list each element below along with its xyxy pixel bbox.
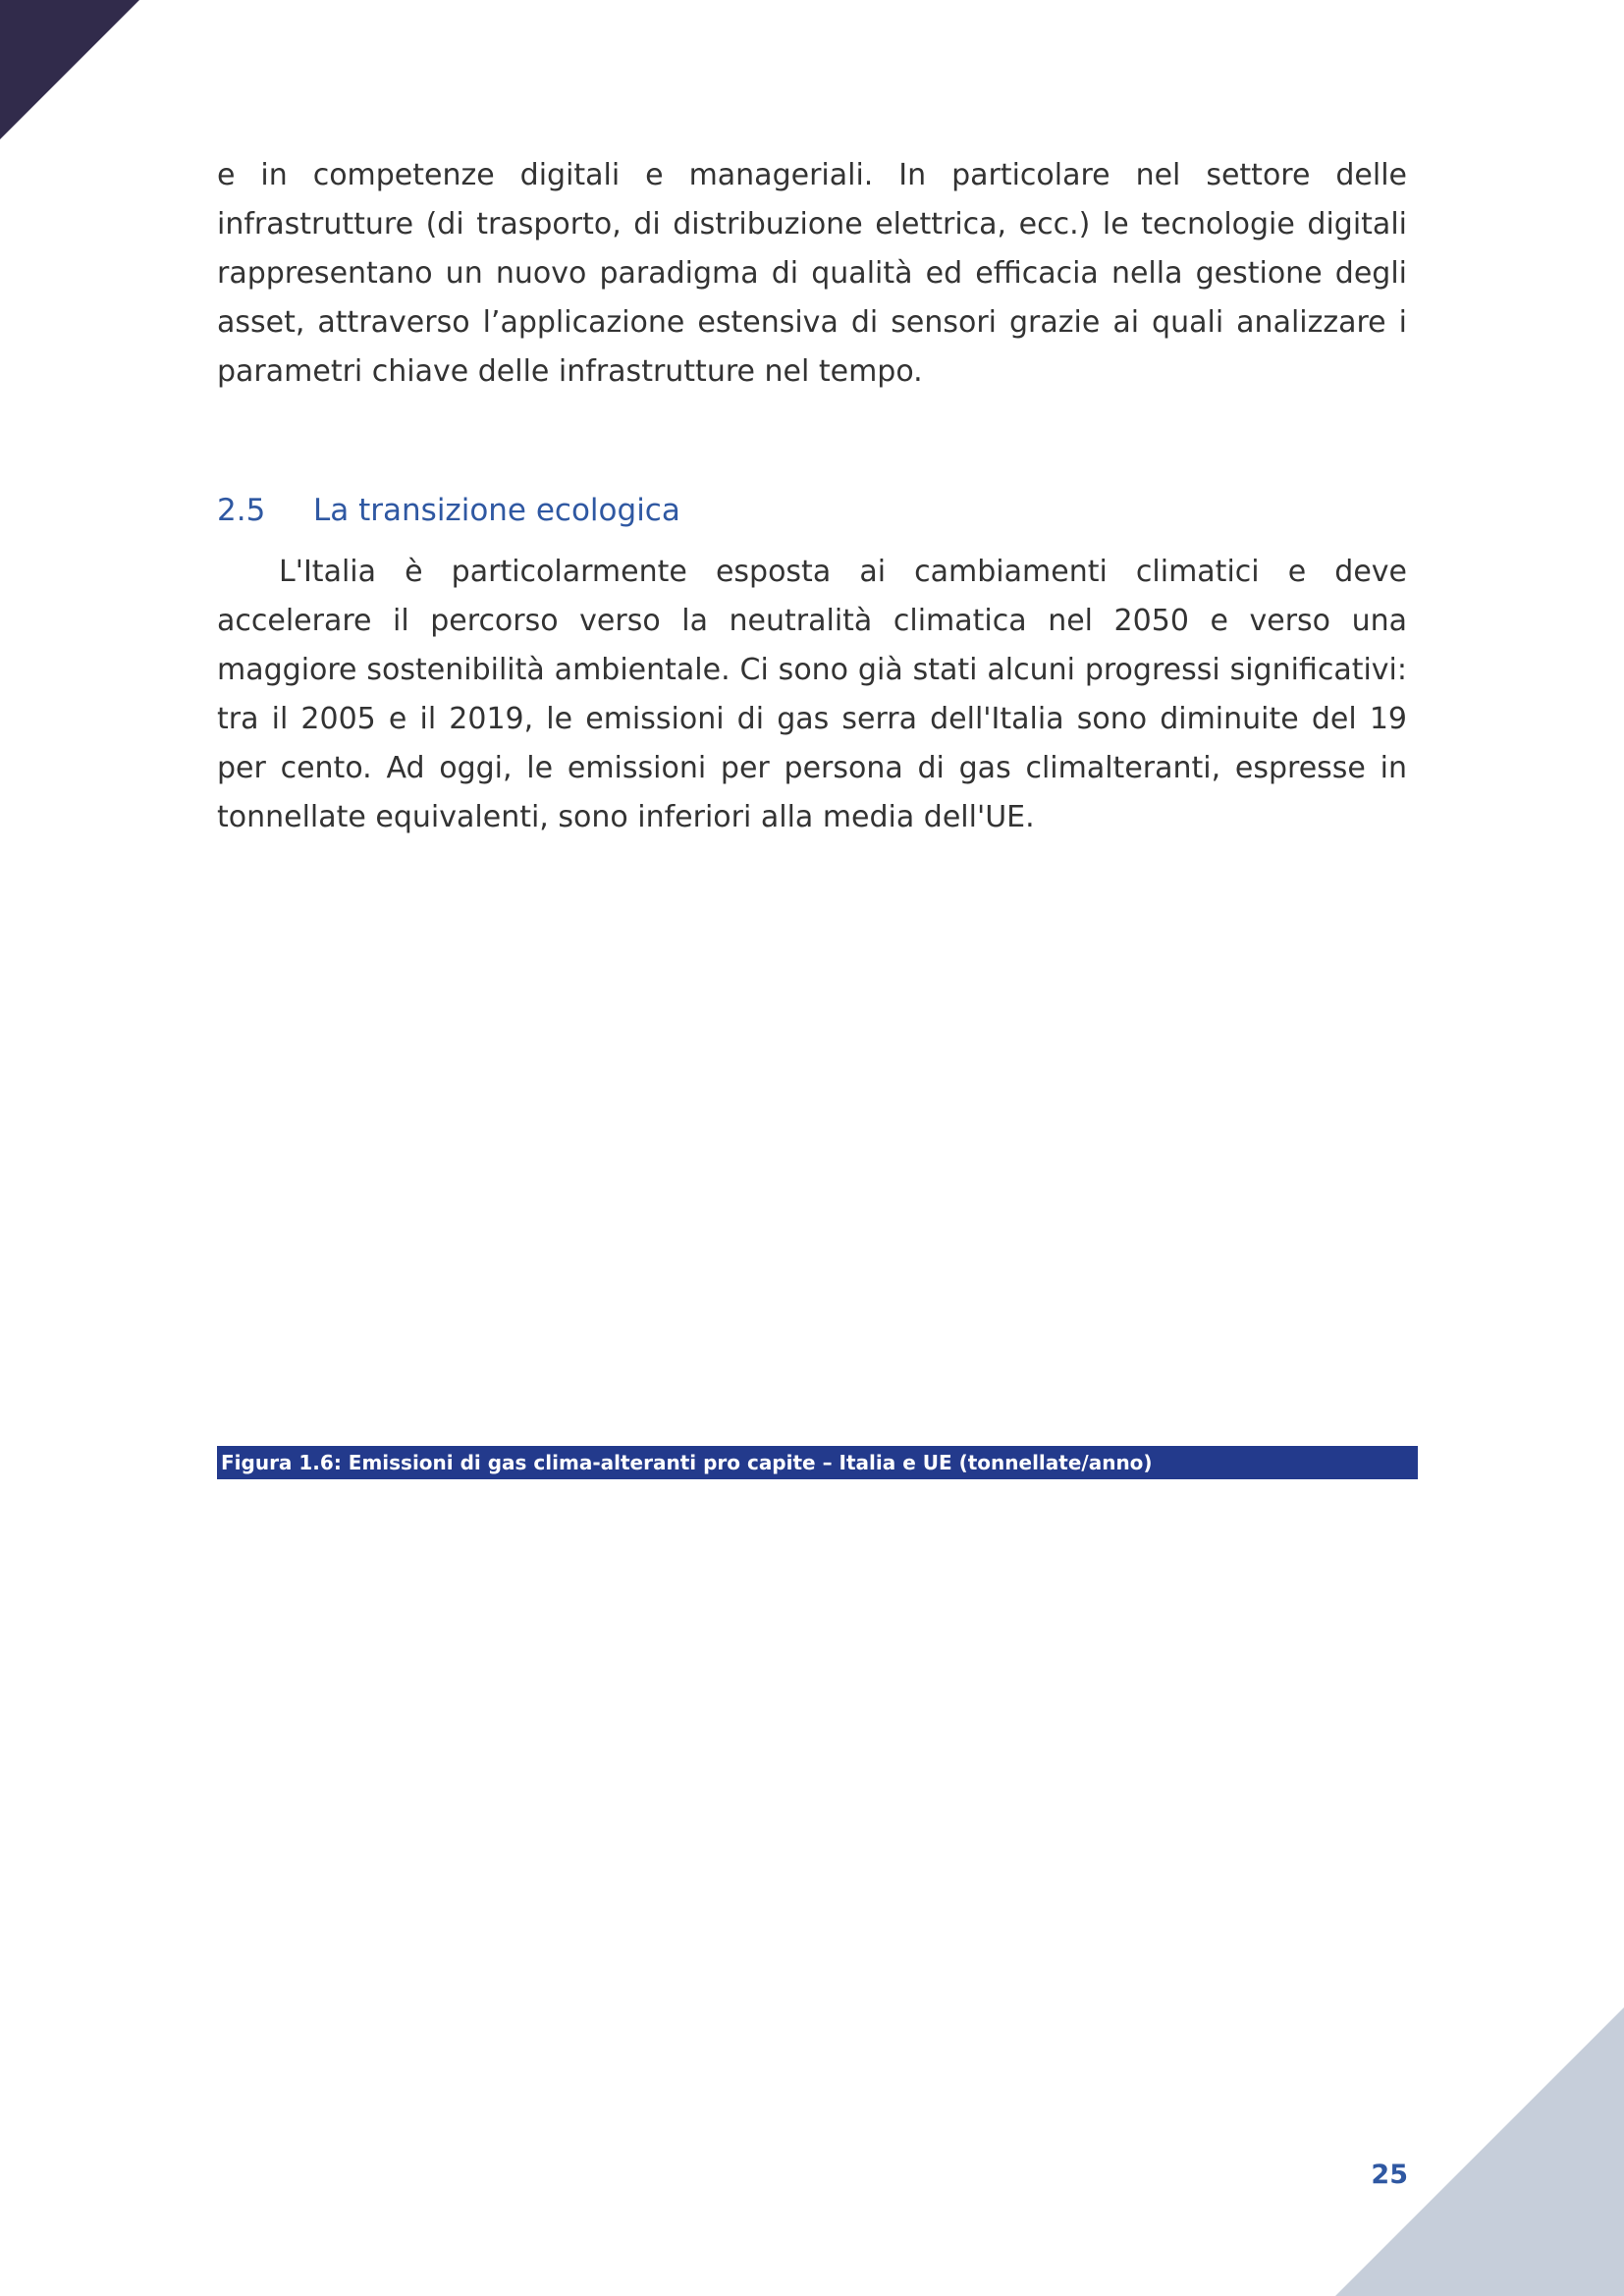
bottom-right-corner-decoration: [1335, 2007, 1624, 2296]
page-number: 25: [1371, 2160, 1408, 2190]
body-paragraph-1: e in competenze digitali e manageriali. In particolare nel settore delle infrastrutture (di trasporto, di distribuzione elettrica, ecc.) le tecnologie digitali rappresentano un nuovo paradigma di qualità ed efficacia nella gestione degli asset, attraverso l’applicazione estensiva di sensori grazie ai quali analizzare i parametri chiave delle infrastrutture nel tempo.: [217, 158, 1407, 389]
top-left-corner-decoration: [0, 0, 139, 139]
figure-caption-bar: [217, 1446, 1418, 1479]
section-heading: [217, 491, 1407, 530]
page-content: [217, 151, 1407, 842]
section-title: La transizione ecologica: [313, 493, 680, 528]
figure-caption: Figura 1.6: Emissioni di gas clima-alteranti pro capite – Italia e UE (tonnellate/anno): [221, 1451, 1153, 1474]
section-paragraph: L'Italia è particolarmente esposta ai cambiamenti climatici e deve accelerare il percorso verso la neutralità climatica nel 2050 e verso una maggiore sostenibilità ambientale. Ci sono già stati alcuni progressi significativi: tra il 2005 e il 2019, le emissioni di gas serra dell'Italia sono diminuite del 19 per cento. Ad oggi, le emissioni per persona di gas climalteranti, espresse in tonnellate equivalenti, sono inferiori alla media dell'UE.: [217, 555, 1407, 834]
section-number: 2.5: [217, 493, 266, 528]
